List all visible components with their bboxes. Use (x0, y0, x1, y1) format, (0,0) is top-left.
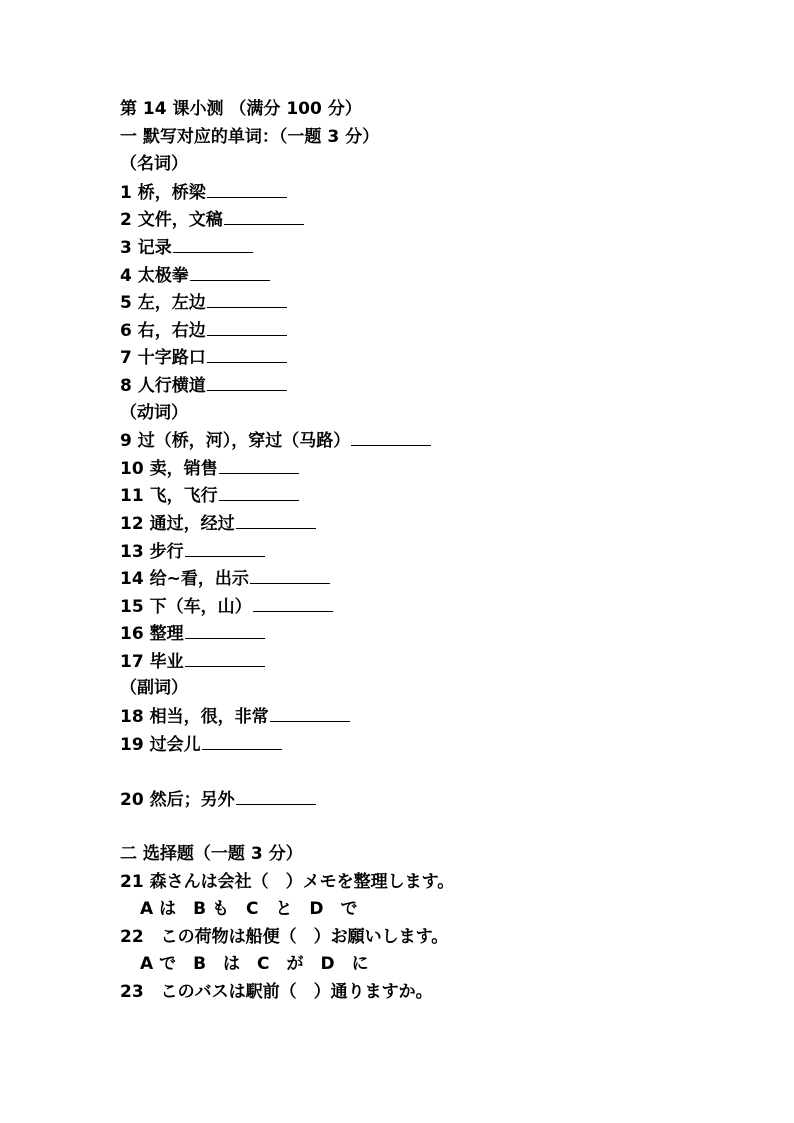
quiz-page (120, 96, 760, 1007)
question-text: 12 通过，经过 (120, 513, 235, 534)
answer-blank[interactable] (185, 538, 265, 557)
question-19 (120, 731, 760, 759)
question-17 (120, 648, 760, 676)
question-16 (120, 620, 760, 648)
question-10 (120, 455, 760, 483)
question-18 (120, 703, 760, 731)
question-22: 22 この荷物は船便（ ）お願いします。 (120, 926, 449, 947)
quiz-title: 第 14 课小测 （满分 100 分） (120, 99, 362, 119)
answer-blank[interactable] (185, 648, 265, 667)
question-text: 15 下（车，山） (120, 596, 252, 617)
question-12 (120, 510, 760, 538)
question-1 (120, 179, 760, 207)
question-text: 1 桥，桥梁 (120, 182, 206, 203)
question-text: 8 人行横道 (120, 375, 206, 396)
spacer (120, 813, 760, 841)
question-15 (120, 593, 760, 621)
question-20 (120, 786, 760, 814)
question-text: 16 整理 (120, 624, 184, 645)
answer-blank[interactable] (207, 372, 287, 391)
answer-blank[interactable] (270, 703, 350, 722)
question-14 (120, 565, 760, 593)
spacer (120, 758, 760, 786)
answer-blank[interactable] (236, 510, 316, 529)
group-label-verb: （动词） (120, 402, 188, 423)
question-13 (120, 538, 760, 566)
question-text: 19 过会儿 (120, 734, 201, 755)
question-7 (120, 344, 760, 372)
question-text: 6 右，右边 (120, 320, 206, 341)
answer-blank[interactable] (351, 427, 431, 446)
question-text: 10 卖，销售 (120, 458, 218, 479)
question-text: 14 给~看，出示 (120, 569, 249, 590)
answer-blank[interactable] (219, 455, 299, 474)
question-text: 3 记录 (120, 237, 172, 258)
question-23: 23 このバスは駅前（ ）通りますか。 (120, 982, 433, 1002)
question-2 (120, 206, 760, 234)
group-label-adverb: （副词） (120, 678, 188, 699)
question-21-options: A は B も C と D で (140, 899, 358, 920)
answer-blank[interactable] (224, 206, 304, 225)
question-text: 17 毕业 (120, 651, 184, 672)
group-label-noun: （名词） (120, 154, 188, 175)
answer-blank[interactable] (236, 786, 316, 805)
question-text: 2 文件，文稿 (120, 210, 223, 231)
answer-blank[interactable] (207, 179, 287, 198)
question-4 (120, 262, 760, 290)
answer-blank[interactable] (190, 262, 270, 281)
question-text: 18 相当，很，非常 (120, 707, 269, 728)
answer-blank[interactable] (219, 482, 299, 501)
section1-heading: 一 默写对应的单词：（一题 3 分） (120, 126, 380, 147)
answer-blank[interactable] (185, 620, 265, 639)
answer-blank[interactable] (250, 565, 330, 584)
question-5 (120, 289, 760, 317)
question-text: 13 步行 (120, 541, 184, 562)
question-text: 4 太极拳 (120, 265, 189, 286)
answer-blank[interactable] (202, 731, 282, 750)
question-21: 21 森さんは会社（ ）メモを整理します。 (120, 871, 455, 892)
question-text: 9 过（桥，河），穿过（马路） (120, 431, 351, 452)
question-22-options: A で B は C が D に (140, 954, 369, 975)
question-9 (120, 427, 760, 455)
question-3 (120, 234, 760, 262)
answer-blank[interactable] (207, 344, 287, 363)
question-text: 20 然后；另外 (120, 789, 235, 810)
question-6 (120, 317, 760, 345)
question-8 (120, 372, 760, 400)
question-11 (120, 482, 760, 510)
answer-blank[interactable] (253, 593, 333, 612)
answer-blank[interactable] (173, 234, 253, 253)
question-text: 11 飞，飞行 (120, 486, 218, 507)
question-text: 7 十字路口 (120, 348, 206, 369)
answer-blank[interactable] (207, 289, 287, 308)
section2-heading: 二 选择题（一题 3 分） (120, 844, 303, 865)
question-text: 5 左，左边 (120, 293, 206, 314)
answer-blank[interactable] (207, 317, 287, 336)
